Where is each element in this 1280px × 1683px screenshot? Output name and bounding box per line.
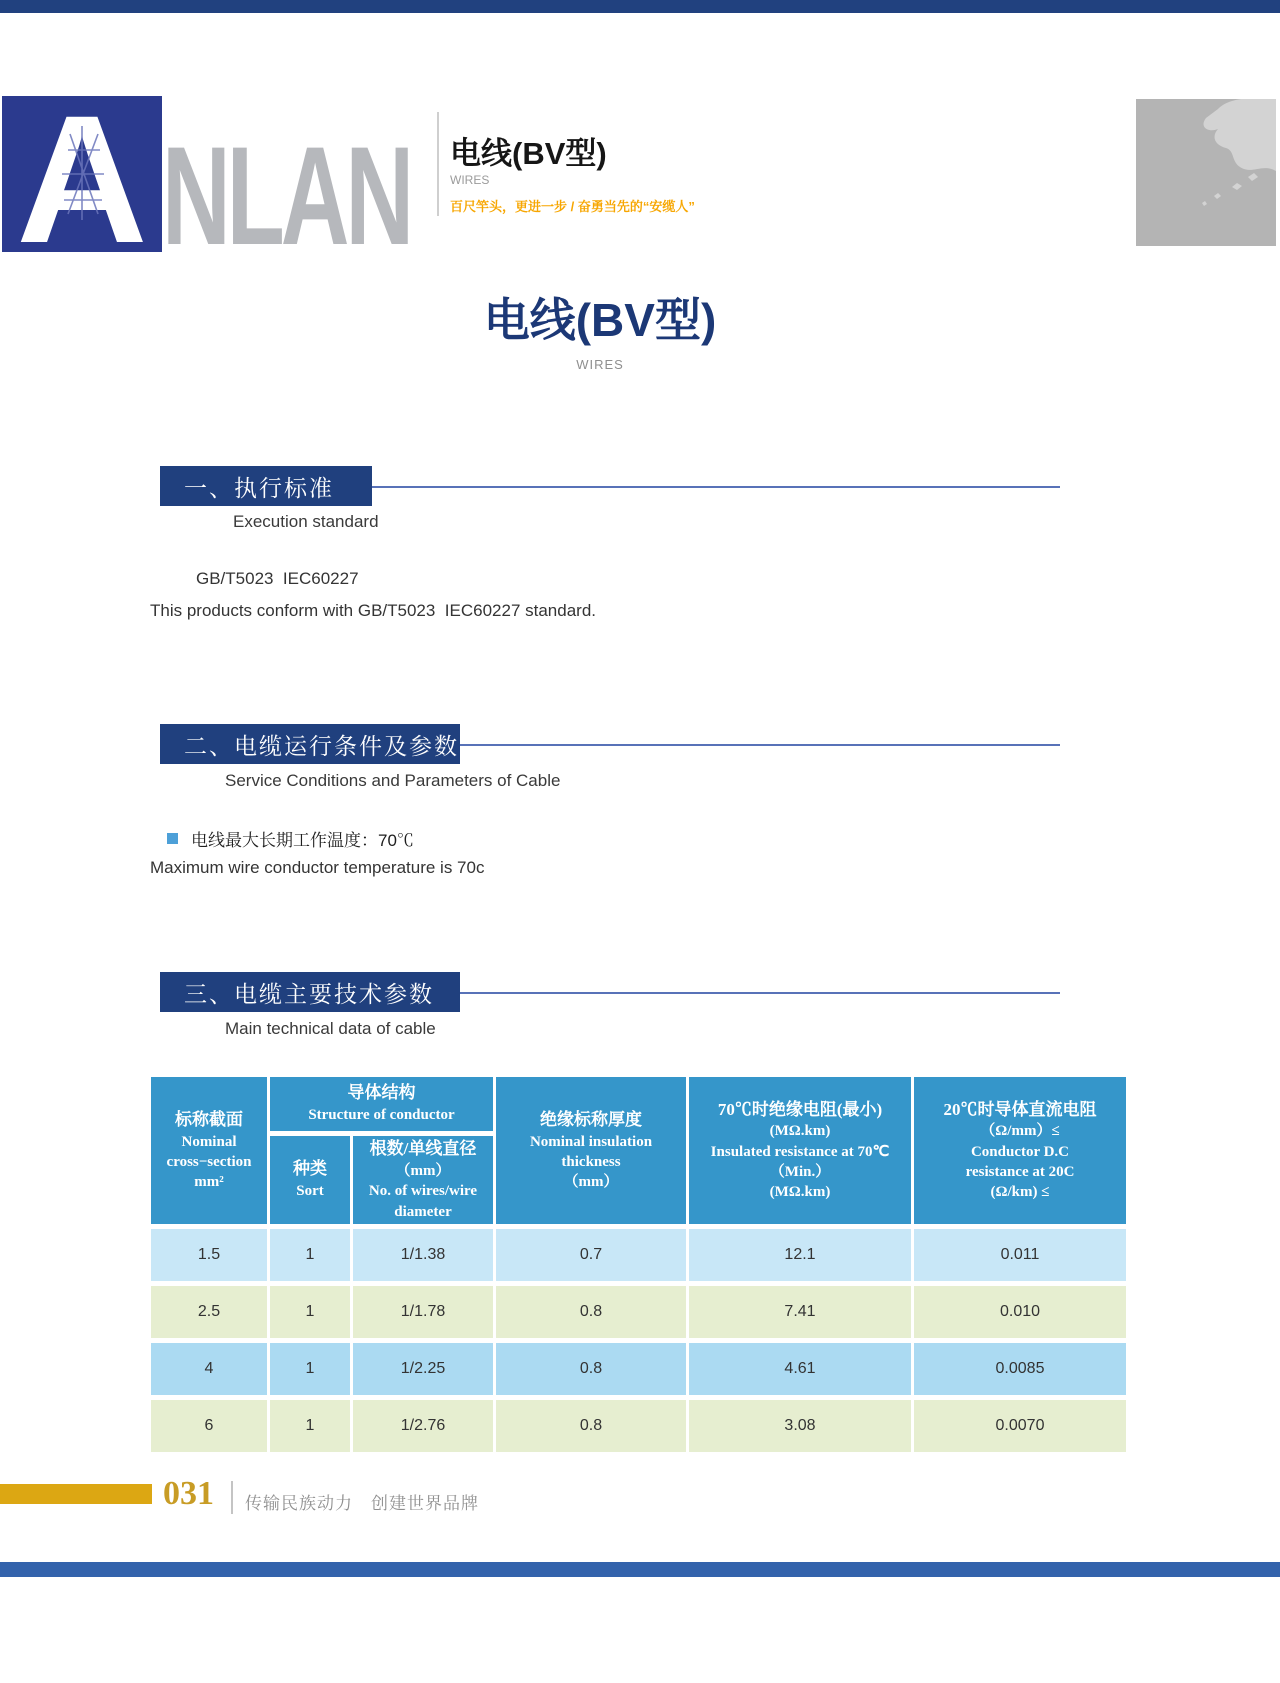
- section-3-heading-bar: [160, 972, 460, 1012]
- section-1-rule: [372, 486, 1060, 488]
- table-cell: 0.011: [914, 1229, 1126, 1281]
- table-cell: 12.1: [689, 1229, 911, 1281]
- page-title: 电线(BV型): [483, 294, 717, 346]
- table-cell: 1/2.25: [353, 1343, 493, 1395]
- page-top-bar: [0, 0, 1280, 13]
- footer-gold-bar: [0, 1484, 152, 1504]
- section-3-rule: [460, 992, 1060, 994]
- page-title-block: [0, 284, 1200, 372]
- table-cell: 1.5: [151, 1229, 267, 1281]
- header-structure-of-conductor: 导体结构 Structure of conductor: [270, 1077, 493, 1131]
- section-2-heading: 二、电缆运行条件及参数: [184, 732, 459, 759]
- table-cell: 1/2.76: [353, 1400, 493, 1452]
- table-cell: 1/1.78: [353, 1286, 493, 1338]
- page-number: 031: [163, 1475, 214, 1512]
- table-row: [151, 1400, 1126, 1452]
- header-sort: 种类 Sort: [270, 1136, 350, 1224]
- table-cell: 0.7: [496, 1229, 686, 1281]
- table-cell: 3.08: [689, 1400, 911, 1452]
- technical-data-table: [148, 1072, 1129, 1457]
- page-title-en: WIRES: [576, 357, 624, 372]
- table-row: [151, 1229, 1126, 1281]
- table-cell: 1: [270, 1286, 350, 1338]
- table-cell: 4.61: [689, 1343, 911, 1395]
- table-cell: 2.5: [151, 1286, 267, 1338]
- section-2-rule: [460, 744, 1060, 746]
- table-cell: 1: [270, 1343, 350, 1395]
- header-wires-diameter: 根数/单线直径 （mm） No. of wires/wire diameter: [353, 1136, 493, 1224]
- section-1-heading-en: Execution standard: [233, 512, 379, 531]
- map-landmass: [1136, 99, 1276, 246]
- table-cell: 1/1.38: [353, 1229, 493, 1281]
- footer-divider: [231, 1481, 233, 1514]
- table-cell: 1: [270, 1400, 350, 1452]
- footer-slogan: 传输民族动力 创建世界品牌: [245, 1494, 479, 1513]
- header-insulation-thickness: 绝缘标称厚度 Nominal insulation thickness （mm）: [496, 1077, 686, 1224]
- header-product-subtitle: WIRES: [450, 172, 490, 187]
- section-2-heading-en: Service Conditions and Parameters of Cable: [225, 771, 561, 790]
- logo-letter-a: A: [16, 96, 148, 252]
- max-temperature-text-en: Maximum wire conductor temperature is 70c: [150, 858, 485, 877]
- bullet-square-icon: [167, 833, 178, 844]
- section-3-heading-en: Main technical data of cable: [225, 1019, 436, 1038]
- table-row: [151, 1343, 1126, 1395]
- table-cell: 4: [151, 1343, 267, 1395]
- map-graphic: [1136, 99, 1276, 246]
- anlan-logo: [2, 96, 162, 252]
- max-temperature-text: 电线最大长期工作温度：70℃: [191, 831, 414, 850]
- header-tagline: 百尺竿头，更进一步 / 奋勇当先的“安缆人”: [450, 198, 695, 214]
- header-nominal-cross-section: 标称截面 Nominal cross−section mm²: [151, 1077, 267, 1224]
- table-row: [151, 1286, 1126, 1338]
- page-bottom-bar: [0, 1562, 1280, 1577]
- header-product-block: [450, 136, 695, 215]
- tower-sketch-graphic: [2, 96, 162, 252]
- section-2-heading-bar: [160, 724, 460, 764]
- table-cell: 6: [151, 1400, 267, 1452]
- table-cell: 0.8: [496, 1286, 686, 1338]
- logo-text: NLAN: [162, 117, 411, 274]
- header-product-title: 电线(BV型): [450, 136, 607, 171]
- section-1-heading-bar: [160, 466, 372, 506]
- section-3-heading: 三、电缆主要技术参数: [184, 980, 434, 1007]
- table-cell: 0.0085: [914, 1343, 1126, 1395]
- table-cell: 0.0070: [914, 1400, 1126, 1452]
- section-1-heading: 一、执行标准: [184, 474, 334, 501]
- header-dc-resistance-20c: 20℃时导体直流电阻 （Ω/mm）≤ Conductor D.C resistance at 20C (Ω/km) ≤: [914, 1077, 1126, 1224]
- table-cell: 0.010: [914, 1286, 1126, 1338]
- standard-codes-text: GB/T5023 IEC60227: [196, 569, 359, 588]
- header-insulated-resistance-70c: 70℃时绝缘电阻(最小) (MΩ.km) Insulated resistance at 70℃ （Min.） (MΩ.km): [689, 1077, 911, 1224]
- table-cell: 7.41: [689, 1286, 911, 1338]
- header-divider: [437, 112, 439, 216]
- table-cell: 1: [270, 1229, 350, 1281]
- standard-conform-text: This products conform with GB/T5023 IEC60227 standard.: [150, 601, 597, 620]
- table-cell: 0.8: [496, 1400, 686, 1452]
- table-cell: 0.8: [496, 1343, 686, 1395]
